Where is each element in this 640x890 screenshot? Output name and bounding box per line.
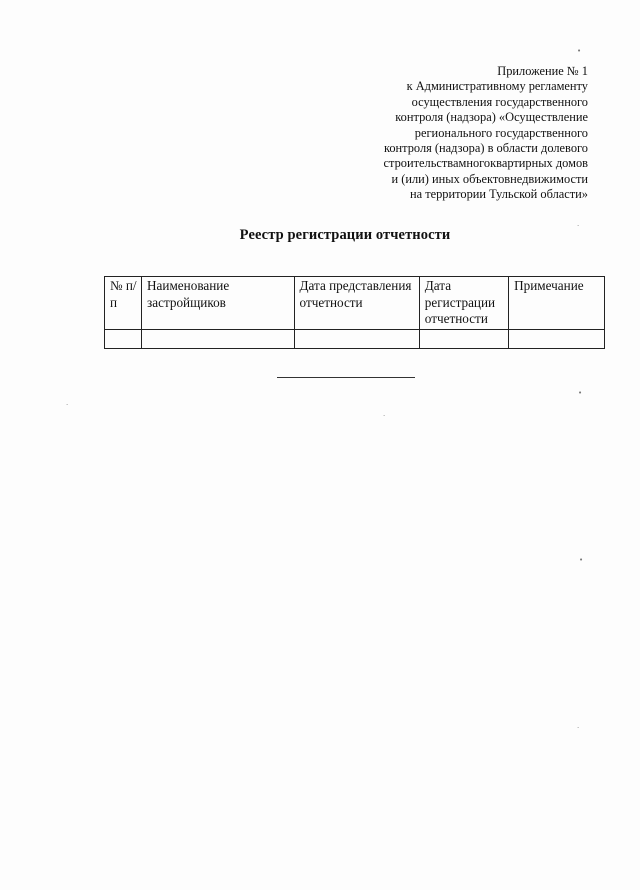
header-registration-date: Дата регистрации отчетности bbox=[419, 277, 508, 330]
table-cell bbox=[105, 329, 142, 348]
appendix-line: и (или) иных объектовнедвижимости bbox=[391, 171, 588, 186]
header-submission-date: Дата представления отчетности bbox=[294, 277, 419, 330]
appendix-line: осуществления государственного bbox=[411, 94, 588, 109]
appendix-line: Приложение № 1 bbox=[497, 64, 588, 78]
table-header-row bbox=[105, 277, 605, 330]
scan-speck: • bbox=[579, 556, 584, 564]
appendix-line: контроля (надзора) в области долевого bbox=[383, 141, 588, 156]
table-row bbox=[105, 329, 605, 348]
table-cell bbox=[509, 329, 605, 348]
scan-speck: • bbox=[577, 47, 582, 55]
scan-speck: · bbox=[577, 222, 580, 230]
header-number: № п/п bbox=[105, 277, 142, 330]
registry-table bbox=[104, 276, 605, 349]
scan-speck: · bbox=[66, 401, 69, 409]
table-cell bbox=[294, 329, 419, 348]
appendix-line: контроля (надзора) «Осуществление bbox=[395, 110, 588, 125]
document-title: Реестр регистрации отчетности bbox=[239, 227, 451, 243]
appendix-line: строительствамногоквартирных домов bbox=[383, 156, 588, 171]
closing-rule bbox=[277, 377, 415, 378]
table-cell bbox=[142, 329, 295, 348]
appendix-line: регионального государственного bbox=[414, 125, 588, 140]
scan-speck: · bbox=[383, 412, 386, 420]
table-cell bbox=[419, 329, 508, 348]
header-note: Примечание bbox=[509, 277, 605, 330]
appendix-note bbox=[348, 64, 588, 203]
scan-speck: · bbox=[577, 724, 580, 732]
scan-speck: • bbox=[578, 389, 583, 397]
appendix-line: на территории Тульской области» bbox=[409, 187, 588, 202]
header-developer-name: Наименование застройщиков bbox=[142, 277, 295, 330]
appendix-line: к Административному регламенту bbox=[406, 79, 588, 94]
